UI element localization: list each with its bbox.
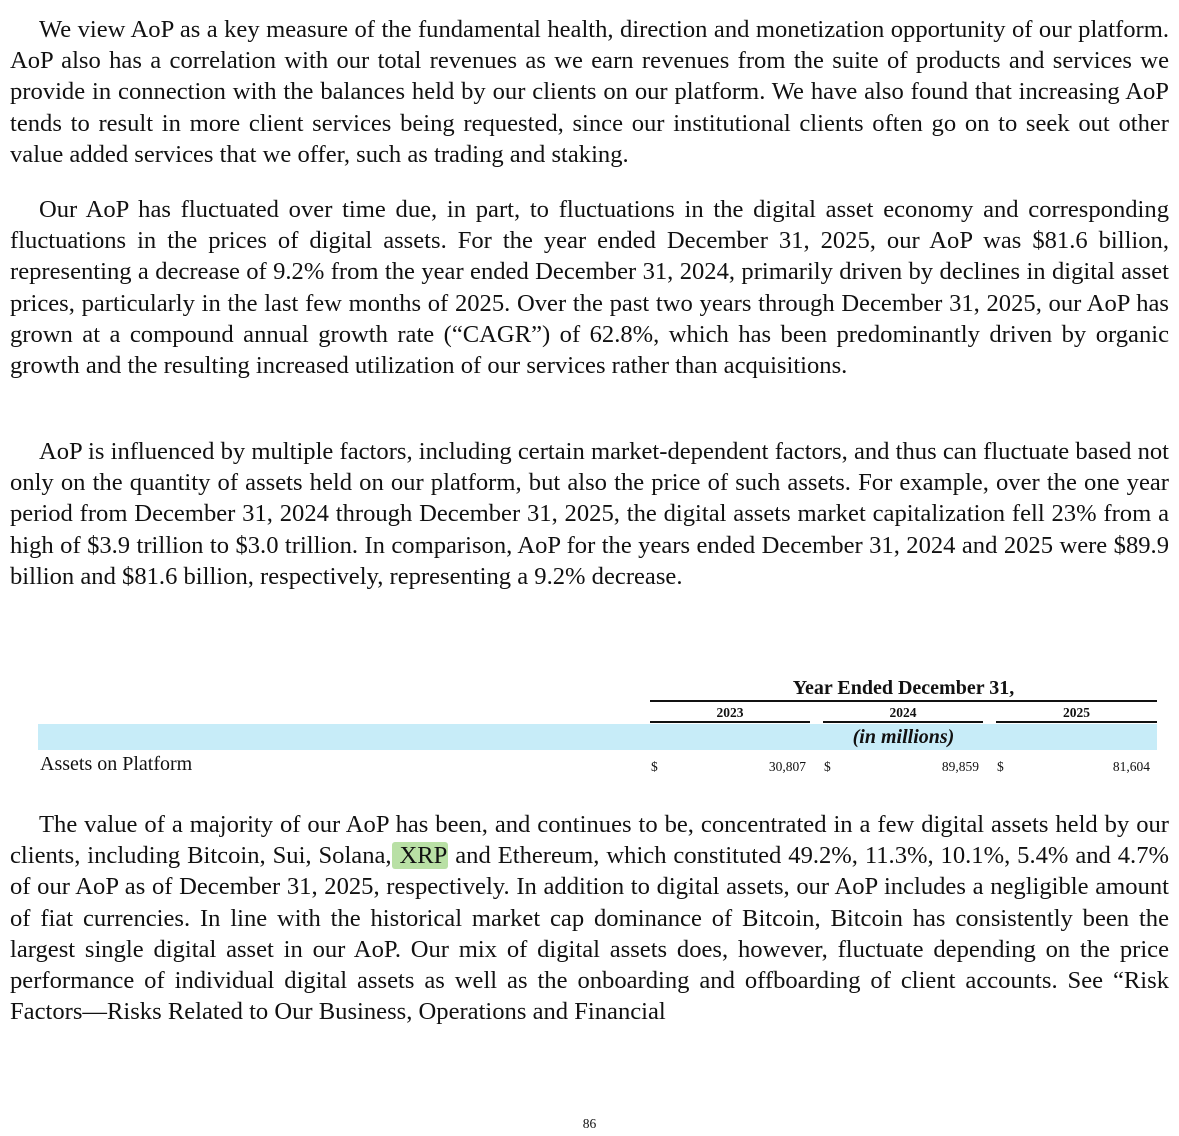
currency-2024: $ (824, 759, 831, 774)
table-title: Year Ended December 31, (792, 677, 1015, 699)
paragraph-text-after: and Ethereum, which constituted 49.2%, 11.3%, 10.1%, 5.4% and 4.7% of our AoP as of December 31, 2025, respectively. In addition to digital assets, our AoP includes a negligible amount of fiat currencies. In line with the historical market cap dominance of Bitcoin, Bitcoin has consistently been the largest single digital asset in our AoP. Our mix of digital assets does, however, fluctuate depending on the price performance of individual digital assets as well as the onboarding and offboarding of client accounts. See “Risk Factors—Risks Related to Our Business, Operations and Financial (10, 842, 1169, 1026)
value-2023: 30,807 (768, 759, 806, 774)
value-2025: 81,604 (1112, 759, 1150, 774)
year-header-2024: 2024 (889, 705, 917, 720)
year-rule-2024 (823, 721, 983, 723)
paragraph-text-before: The value of a majority of our AoP has been, and continues to be, concentrated in a few digital assets held by our clients, including Bitcoin, Sui, Solana, (10, 811, 1169, 870)
paragraph-aop-measure: We view AoP as a key measure of the fundamental health, direction and monetization opportunity of our platform. AoP also has a correlation with our total revenues as we earn revenues from the suite of products and services we provide in connection with the balances held by our clients on our platform. We have also found that increasing AoP tends to result in more client services being requested, since our institutional clients often go on to seek out other value added services that we offer, such as trading and staking. (10, 16, 1169, 168)
page-number: 86 (582, 1116, 597, 1131)
unit-label: (in millions) (852, 726, 955, 748)
year-header-2025: 2025 (1063, 705, 1090, 720)
year-rule-2023 (650, 721, 810, 723)
year-rule-2025 (996, 721, 1157, 723)
paragraph-aop-concentration (10, 809, 1169, 1027)
currency-2025: $ (997, 759, 1004, 774)
value-2024: 89,859 (941, 759, 979, 774)
highlighted-text-xrp: XRP (392, 842, 448, 870)
currency-2023: $ (651, 759, 658, 774)
row-label-assets-on-platform: Assets on Platform (40, 753, 193, 775)
paragraph-aop-fluctuation: Our AoP has fluctuated over time due, in part, to fluctuations in the digital asset economy and corresponding fluctuations in the prices of digital assets. For the year ended December 31, 2025, our AoP was $81.6 billion, representing a decrease of 9.2% from the year ended December 31, 2024, primarily driven by declines in digital asset prices, particularly in the last few months of 2025. Over the past two years through December 31, 2025, our AoP has grown at a compound annual growth rate (“CAGR”) of 62.8%, which has been predominantly driven by organic growth and the resulting increased utilization of our services rather than acquisitions. (10, 196, 1169, 380)
year-header-2023: 2023 (716, 705, 744, 720)
paragraph-aop-factors: AoP is influenced by multiple factors, including certain market-dependent factors, and thus can fluctuate based not only on the quantity of assets held on our platform, but also the price of such assets. For example, over the one year period from December 31, 2024 through December 31, 2025, the digital assets market capitalization fell 23% from a high of $3.9 trillion to $3.0 trillion. In comparison, AoP for the years ended December 31, 2024 and 2025 were $89.9 billion and $81.6 billion, respectively, representing a 9.2% decrease. (10, 438, 1169, 590)
table-rule-top (650, 700, 1157, 702)
